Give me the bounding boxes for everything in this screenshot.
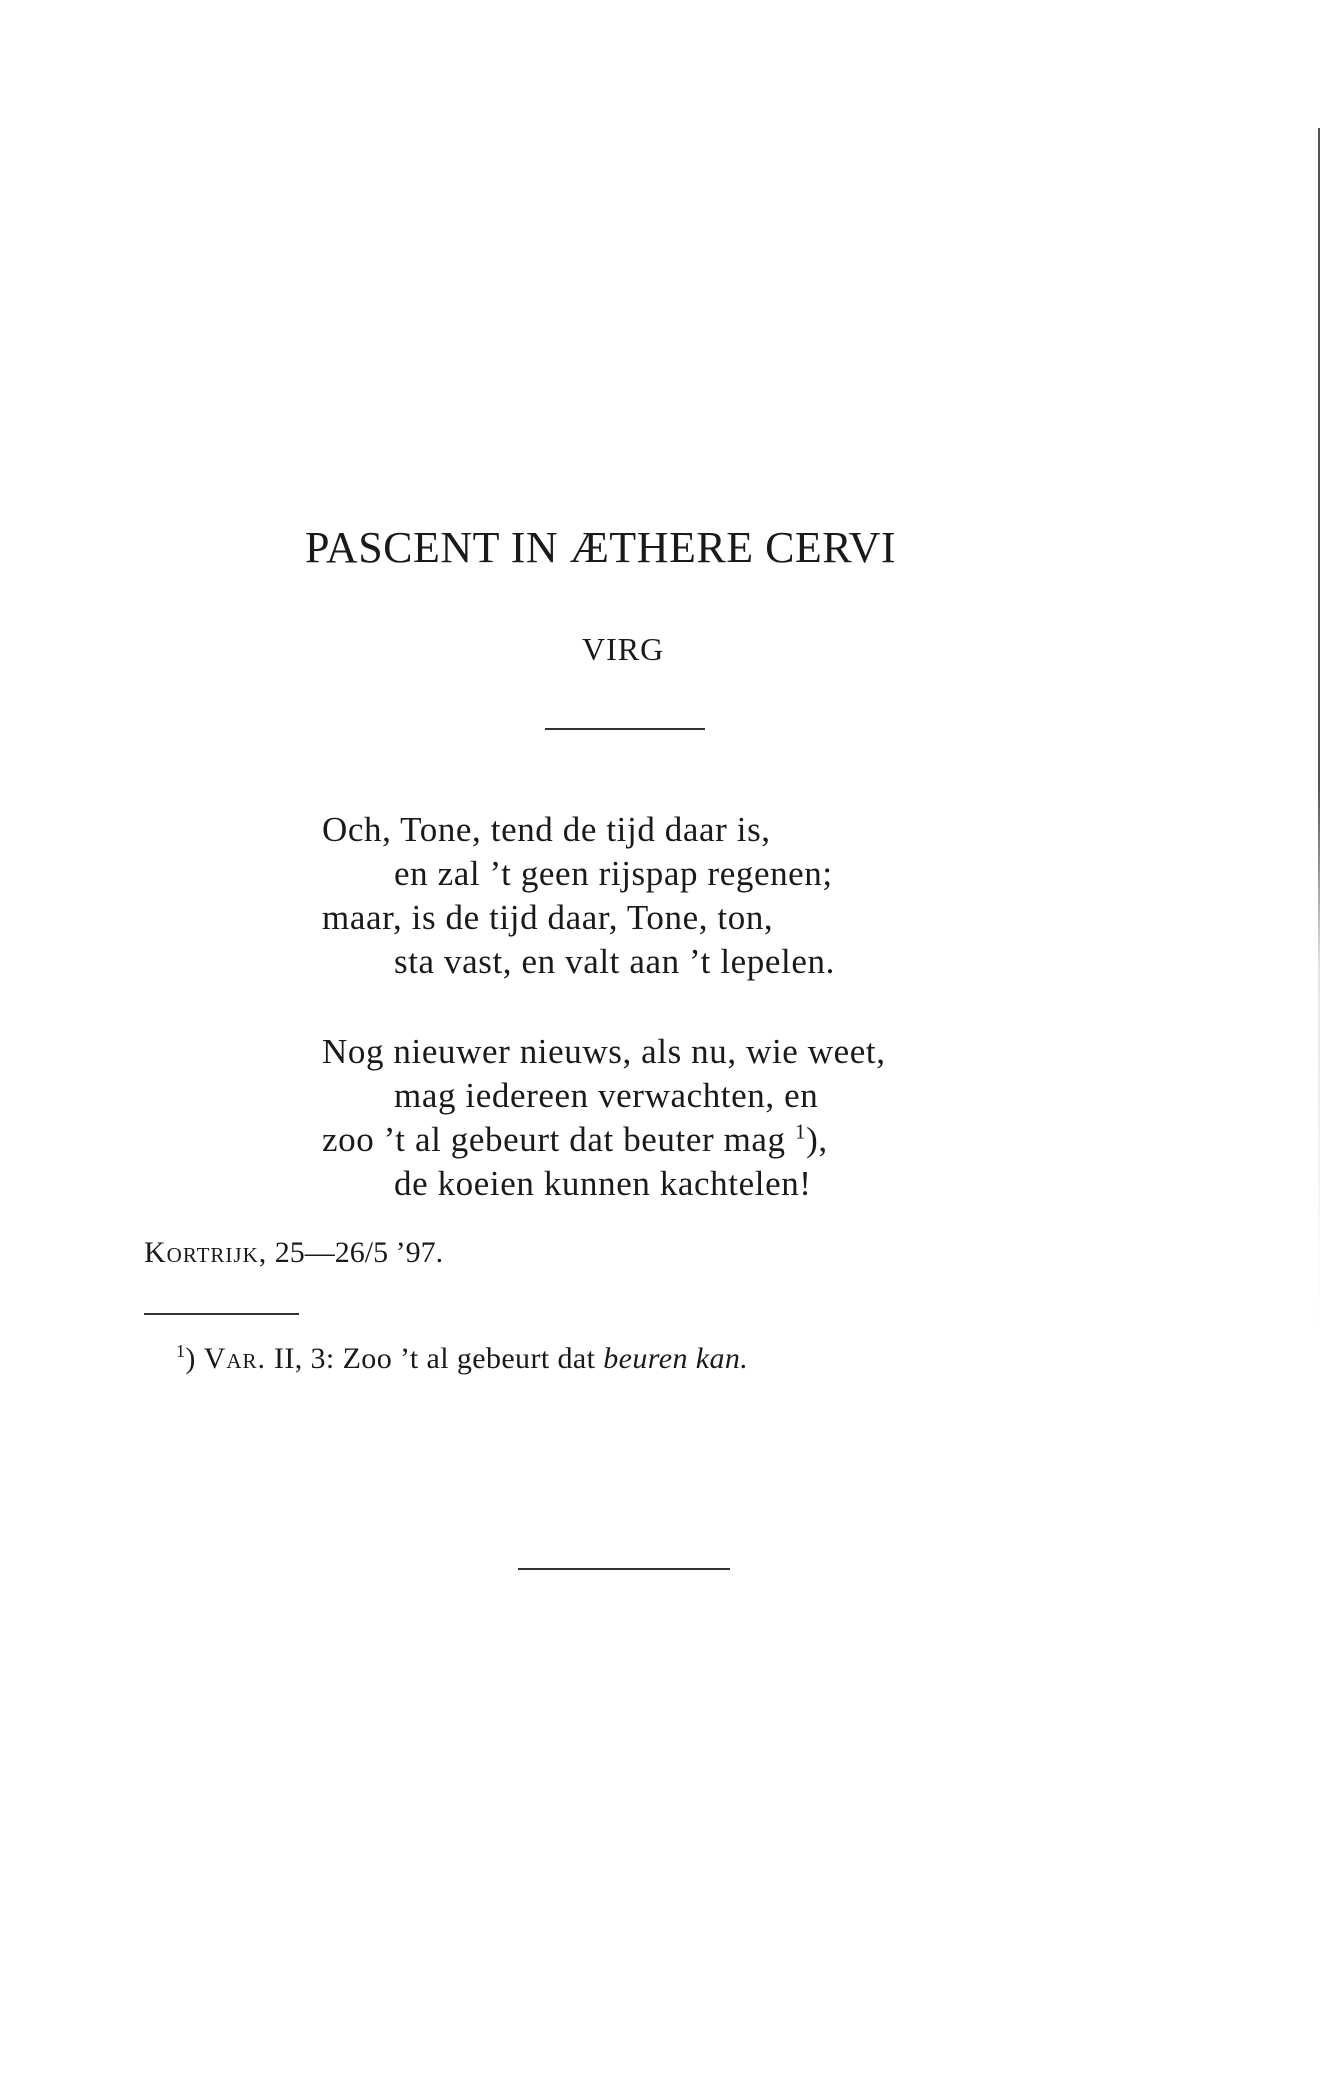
footnote <box>176 1342 748 1376</box>
place-name: Kortrijk, <box>144 1236 268 1269</box>
poem-attribution: VIRG <box>582 631 665 667</box>
poem-line: mag iedereen verwachten, en <box>394 1076 819 1115</box>
poem-line-tail: ), <box>806 1120 828 1159</box>
poem-line-text: zoo ’t al gebeurt dat beuter mag <box>322 1120 796 1159</box>
date: 25—26/5 ’97. <box>274 1236 444 1269</box>
footnote-italic-text: beuren kan. <box>603 1342 749 1375</box>
poem-line: maar, is de tijd daar, Tone, ton, <box>322 898 774 937</box>
footnote-reference[interactable]: 1 <box>795 1119 807 1144</box>
poem-body <box>322 808 886 1206</box>
footnote-reference-text: II, 3: Zoo ’t al gebeurt dat <box>273 1342 596 1375</box>
poem-line: Nog nieuwer nieuws, als nu, wie weet, <box>322 1032 886 1071</box>
end-divider <box>518 1568 730 1570</box>
footnote-marker: 1 <box>176 1341 186 1362</box>
page-edge-line <box>1318 128 1320 1328</box>
stanza-gap <box>322 984 886 1030</box>
place-date <box>144 1236 443 1270</box>
poem-line: Och, Tone, tend de tijd daar is, <box>322 810 771 849</box>
poem-title: PASCENT IN ÆTHERE CERVI <box>305 523 897 572</box>
footnote-divider <box>144 1313 299 1315</box>
title-divider <box>545 728 705 730</box>
poem-line-with-note <box>322 1118 886 1162</box>
poem-line: en zal ’t geen rijspap regenen; <box>394 854 833 893</box>
poem-line: de koeien kunnen kachtelen! <box>394 1164 812 1203</box>
poem-line: sta vast, en valt aan ’t lepelen. <box>394 942 835 981</box>
variant-label: Var. <box>203 1342 267 1375</box>
footnote-marker-close: ) <box>185 1342 196 1375</box>
